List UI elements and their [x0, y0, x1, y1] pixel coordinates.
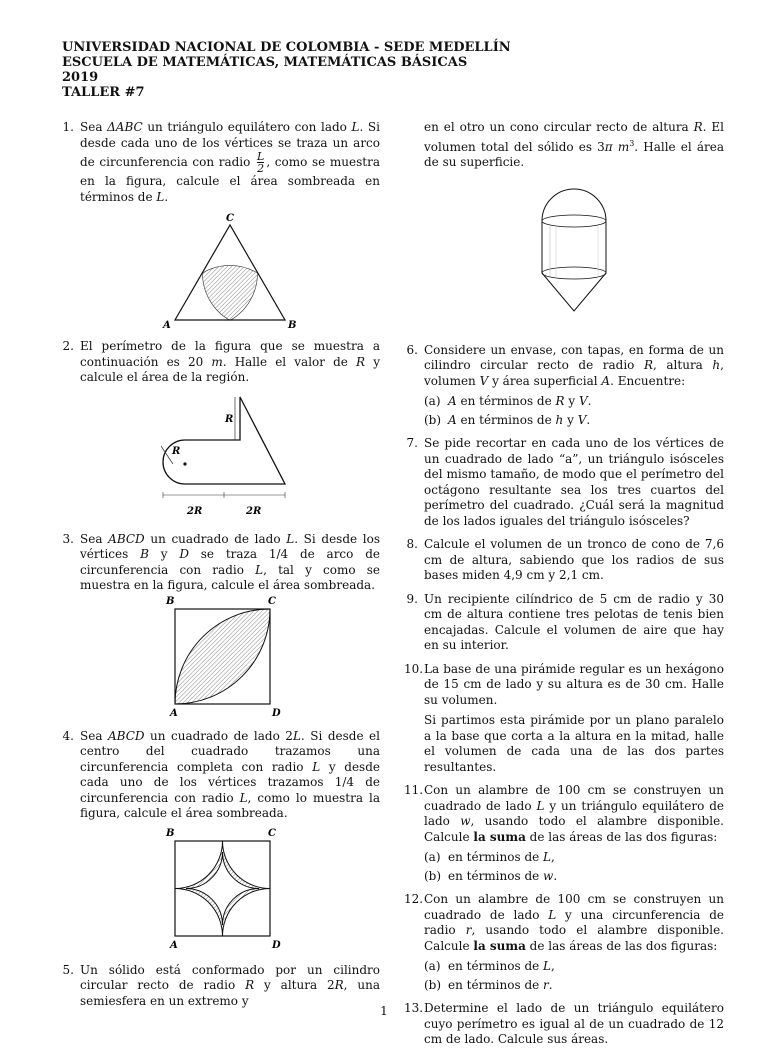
label-c: C [226, 213, 234, 224]
problem-text: , [551, 850, 555, 864]
problem-text: , usando todo el alambre disponible. Calcule [424, 814, 724, 844]
math: w [543, 868, 554, 883]
problem-text: Considere un envase, con tapas, en forma de un cilindro circular recto de radio [424, 342, 724, 372]
fraction [257, 151, 264, 174]
problem-number: 4. [62, 728, 74, 743]
left-column [62, 120, 380, 1009]
problem-number: 13. [404, 1001, 424, 1015]
problem-text: El perímetro de la figura que se muestra a continuación es 20 [80, 339, 380, 369]
part-label: (b) [424, 977, 442, 992]
header-university: UNIVERSIDAD NACIONAL DE COLOMBIA - SEDE MEDELLÍN [62, 40, 511, 55]
problem-number: 12. [404, 892, 424, 906]
part-label: (a) [424, 959, 441, 973]
fraction-denominator: 2 [257, 162, 265, 175]
problem-3 [62, 532, 380, 719]
label-r: R [172, 445, 181, 457]
math: ABCD [108, 728, 145, 743]
problem-text: Sea [80, 120, 108, 134]
shaded-region [202, 265, 257, 320]
problem-5-continued [406, 120, 724, 321]
superscript: 3 [629, 138, 635, 148]
problem-text: , volumen [424, 358, 724, 388]
problem-number: 9. [406, 591, 418, 606]
label-a: A [170, 939, 178, 951]
bold-text: la suma [473, 938, 526, 953]
label-b: B [166, 827, 175, 839]
problem-text: Se pide recortar en cada uno de los vértices de un cuadrado de lado “a”, un triángulo isósceles del mismo tamaño, de modo que el perímetro del octágono resultante sea los tres cuartos del perímetro del cuadrado. ¿Cuál será la magnitud de los lados iguales del triángulo isósceles? [424, 436, 724, 528]
math: V [577, 412, 587, 427]
math: A [601, 373, 611, 388]
math: R [643, 358, 654, 372]
label-b: B [166, 595, 175, 607]
problem-text: . Halle el valor de [222, 354, 357, 369]
math: B [140, 547, 149, 561]
problem-text: en términos de [448, 850, 544, 864]
shaded-region [175, 609, 270, 704]
problem-11-part-b [406, 869, 724, 885]
right-column [406, 120, 724, 1048]
problem-text: en términos de [448, 959, 544, 973]
label-c: C [268, 595, 276, 607]
problem-text: , como lo muestra la figura, calcule el área sombreada. [80, 790, 380, 820]
problem-2 [62, 339, 380, 522]
problem-text: Un sólido está conformado por un cilindro circular recto de radio [80, 962, 380, 992]
header-year: 2019 [62, 70, 99, 85]
math: r [465, 923, 472, 937]
math: R [356, 354, 366, 369]
problem-12-part-a [406, 959, 724, 975]
problem-text: y un triángulo equilátero de lado [424, 798, 724, 828]
math: L [351, 120, 360, 134]
problem-text: se traza 1/4 de arco de circunferencia con radio [80, 547, 380, 577]
problem-text: Con un alambre de 100 cm se construyen un cuadrado de lado [424, 892, 724, 922]
problem-text: Determine el lado de un triángulo equilátero cuyo perímetro es igual al de un cuadrado de 12 cm de lado. Calcule sus áreas. [424, 1001, 724, 1046]
header-workshop: TALLER #7 [62, 85, 145, 100]
math: L [239, 790, 248, 805]
problem-text: . Si desde el centro del cuadrado trazamos una circunferencia completa con radio [80, 728, 381, 774]
problem-text: Calcule el volumen de un tronco de cono de 7,6 cm de altura, sabiendo que los radios de sus bases miden 4,9 cm y 2,1 cm. [424, 537, 724, 582]
problem-text: y una circunferencia de radio [424, 907, 724, 937]
problem-text: y [563, 412, 578, 427]
problem-text: en términos de [456, 394, 556, 408]
part-label: (a) [424, 850, 441, 864]
problem-text: en términos de [448, 977, 544, 992]
problem-8 [406, 537, 724, 584]
label-c: C [268, 827, 276, 839]
bold-text: la suma [473, 829, 526, 844]
problem-number: 8. [406, 537, 418, 551]
solid-figure [514, 181, 634, 321]
problem-number: 1. [62, 120, 74, 134]
math: A [448, 394, 457, 408]
problem-text: . Encuentre: [610, 373, 686, 388]
problem-text: un triángulo equilátero con lado [142, 120, 352, 134]
fraction-numerator: L [257, 150, 265, 163]
problem-text: y altura 2 [254, 978, 335, 992]
problem-number: 5. [62, 962, 74, 977]
problem-11-part-a [406, 850, 724, 866]
square-circle-figure [160, 826, 300, 951]
math: L [536, 798, 545, 813]
problem-text: Un recipiente cilíndrico de 5 cm de radio y 30 cm de altura contiene tres pelotas de tenis bien encajadas. Calcule el volumen de aire que hay en su interior. [424, 591, 724, 652]
hemisphere [542, 189, 606, 221]
part-label: (b) [424, 412, 442, 427]
problem-5 [62, 963, 380, 1010]
perimeter-region-figure [130, 392, 330, 522]
label-2r: 2R [187, 505, 203, 517]
problem-text: , una semiesfera en un extremo y [80, 978, 380, 1008]
label-a: A [163, 320, 171, 329]
bottom-ellipse [542, 267, 606, 279]
problem-text: , usando todo el alambre disponible. Calcule [424, 923, 724, 953]
part-label: (b) [424, 868, 442, 883]
problem-text: Si partimos esta pirámide por un plano paralelo a la base que corta a la altura en la mitad, halle el volumen de cada una de las dos partes resultantes. [424, 713, 724, 774]
math: h [712, 358, 721, 372]
page-number: 1 [380, 1004, 388, 1018]
label-d: D [272, 707, 281, 719]
problem-12-part-b [406, 978, 724, 994]
problem-number: 10. [404, 661, 424, 676]
math: L [292, 728, 301, 743]
math: L [312, 759, 321, 774]
label-d: D [272, 939, 281, 951]
part-label: (a) [424, 394, 441, 408]
problem-text: La base de una pirámide regular es un hexágono de 15 cm de lado y su altura es de 30 cm. Halle su volumen. [424, 661, 724, 707]
square-arcs-figure [160, 594, 300, 719]
problem-text: de las áreas de las dos figuras: [525, 938, 718, 953]
document-header [62, 40, 511, 100]
region-outline [163, 397, 285, 484]
label-2r: 2R [246, 505, 262, 517]
problem-12 [406, 892, 724, 954]
top-ellipse [542, 215, 606, 227]
problem-text: Sea [80, 531, 109, 546]
problem-text: . Si desde cada uno de los vértices se traza un arco de circunferencia con radio [80, 120, 380, 169]
problem-text: un cuadrado de lado [144, 531, 287, 546]
problem-6 [406, 343, 724, 390]
problem-text: . Si desde los vértices [80, 531, 381, 561]
math: π m [604, 139, 630, 154]
problem-number: 3. [62, 531, 74, 546]
problem-number: 7. [406, 436, 418, 450]
label-a: A [170, 707, 178, 719]
problem-text: , como se muestra en la figura, calcule el área sombreada en términos de [80, 155, 380, 204]
problem-text: . [548, 977, 553, 992]
problem-text: de las áreas de las dos figuras: [525, 829, 718, 844]
problem-9 [406, 592, 724, 654]
problem-text: en términos de [448, 868, 544, 883]
problem-text: y desde cada uno de los vértices trazamos 1/4 de circunferencia con radio [80, 759, 380, 805]
problem-text: Con un alambre de 100 cm se construyen un cuadrado de lado [424, 783, 724, 813]
problem-1 [62, 120, 380, 329]
header-school: ESCUELA DE MATEMÁTICAS, MATEMÁTICAS BÁSICAS [62, 55, 468, 70]
math: w [460, 814, 471, 828]
problem-11 [406, 783, 724, 845]
problem-text: en el otro un cono circular recto de altura [424, 120, 694, 134]
problem-text: . [586, 412, 591, 427]
math: L [156, 189, 165, 204]
problem-4 [62, 729, 380, 951]
problem-text: un cuadrado de lado 2 [144, 728, 293, 743]
math: r [543, 977, 549, 992]
problem-text: y área superficial [488, 373, 602, 388]
problem-text: y [148, 547, 180, 561]
problem-text: . [164, 189, 169, 204]
problem-text: . [587, 394, 592, 408]
math: R [693, 120, 703, 134]
math: A [448, 412, 457, 427]
problem-text: Sea [80, 728, 108, 743]
problem-text: y [564, 394, 579, 408]
problem-number: 2. [62, 339, 74, 353]
math: L [548, 907, 557, 922]
math: ΔABC [107, 120, 143, 134]
math: L [286, 531, 295, 546]
problem-text: y calcule el área de la región. [80, 354, 380, 384]
problem-7 [406, 436, 724, 529]
equilateral-triangle-figure [155, 207, 305, 329]
math: L [543, 959, 552, 973]
problem-text: . El volumen total del sólido es 3 [424, 120, 724, 154]
label-r: R [225, 413, 234, 425]
math: L [543, 850, 552, 864]
math: h [555, 412, 564, 427]
math: R [245, 978, 255, 992]
problem-number: 6. [406, 342, 418, 357]
problem-6-part-b [406, 413, 724, 429]
math: ABCD [108, 531, 145, 546]
problem-text: , altura [653, 358, 713, 372]
math: m [211, 354, 223, 369]
problem-text: . [553, 868, 558, 883]
problem-6-part-a [406, 394, 724, 410]
problem-10 [406, 662, 724, 776]
math: L [255, 562, 264, 577]
problem-number: 11. [404, 783, 424, 797]
center-point [183, 462, 186, 465]
math: D [179, 547, 189, 561]
math: V [479, 373, 489, 388]
problem-text: en términos de [456, 412, 556, 427]
math: V [579, 394, 588, 408]
problem-text: . Halle el área de su superficie. [424, 139, 724, 169]
math: R [334, 978, 344, 992]
problem-text: , [551, 959, 555, 973]
label-b: B [288, 320, 297, 329]
math: R [555, 394, 565, 408]
problem-text: , tal y como se muestra en la figura, calcule el área sombreada. [80, 562, 380, 592]
